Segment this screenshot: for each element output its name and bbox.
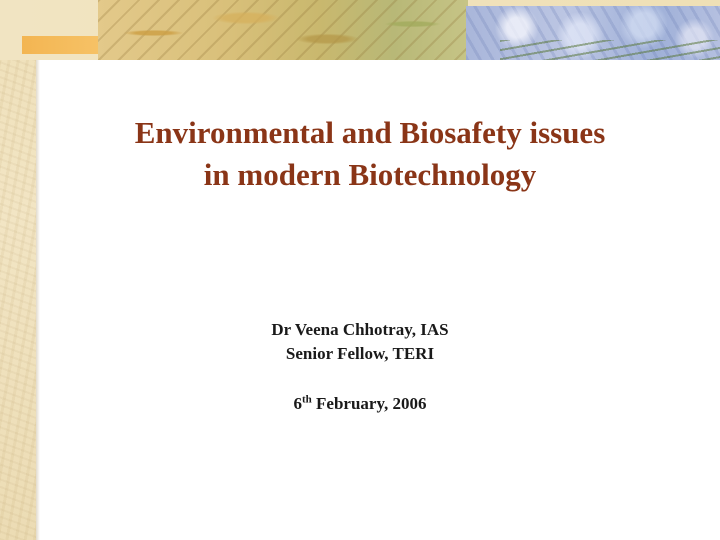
slide-title [60,112,680,196]
banner-orange-block [22,36,100,54]
date-day: 6 [293,394,302,413]
title-line-1: Environmental and Biosafety issues [134,115,606,150]
author-affiliation: Senior Fellow, TERI [285,344,435,363]
presenter-info [110,318,610,416]
decorative-banner [0,0,720,60]
author-name: Dr Veena Chhotray, IAS [271,320,449,339]
presentation-date [110,392,610,416]
parchment-side-strip [0,0,36,540]
banner-stems [500,40,720,60]
banner-leaves-image [98,0,468,60]
title-line-2: in modern Biotechnology [203,157,537,192]
date-ordinal-suffix: th [301,393,312,406]
date-rest: February, 2006 [311,394,427,413]
strip-shadow [36,60,40,540]
